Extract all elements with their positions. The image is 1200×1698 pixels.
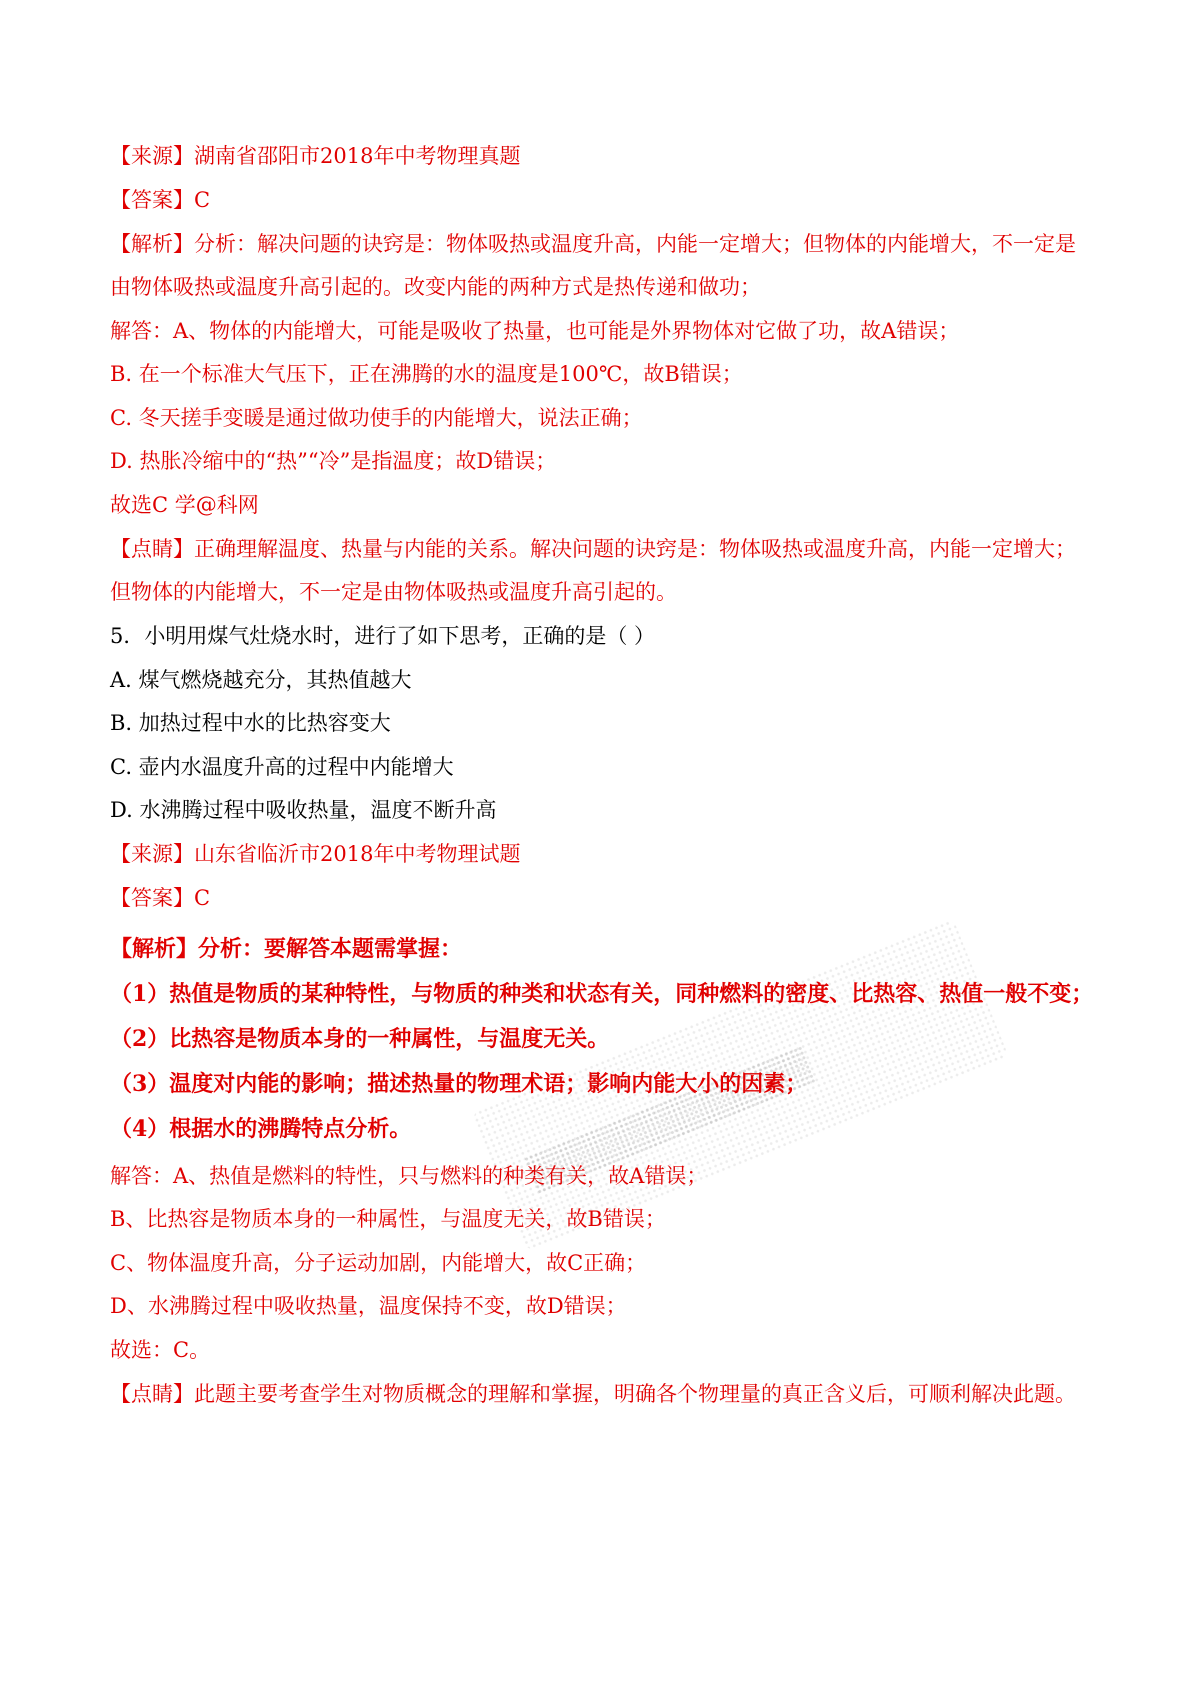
q5-solution-c: C、物体温度升高，分子运动加剧，内能增大，故C正确；	[110, 1251, 647, 1275]
q4-analysis-line2: 由物体吸热或温度升高引起的。改变内能的两种方式是热传递和做功；	[110, 275, 761, 299]
q4-solution-b: B. 在一个标准大气压下，正在沸腾的水的温度是100℃，故B错误；	[110, 362, 743, 386]
q4-answer: 【答案】C	[110, 188, 211, 212]
q4-solution-c: C. 冬天搓手变暖是通过做功使手的内能增大，说法正确；	[110, 406, 643, 430]
q5-solution-b: B、比热容是物质本身的一种属性，与温度无关，故B错误；	[110, 1207, 666, 1231]
q5-option-a: A. 煤气燃烧越充分，其热值越大	[110, 668, 412, 692]
q5-choice: 故选：C。	[110, 1338, 211, 1362]
q4-source: 【来源】湖南省邵阳市2018年中考物理真题	[110, 144, 521, 168]
q5-stem: 5．小明用煤气灶烧水时，进行了如下思考，正确的是（ ）	[110, 624, 656, 648]
q5-solution-a: 解答：A、热值是燃料的特性，只与燃料的种类有关，故A错误；	[110, 1164, 708, 1188]
q5-answer: 【答案】C	[110, 886, 211, 910]
q4-solution-d: D. 热胀冷缩中的“热”“冷”是指温度；故D错误；	[110, 449, 557, 473]
q4-comment-line2: 但物体的内能增大，不一定是由物体吸热或温度升高引起的。	[110, 580, 677, 604]
q5-comment: 【点睛】此题主要考查学生对物质概念的理解和掌握，明确各个物理量的真正含义后，可顺利解决此题。	[110, 1382, 1076, 1406]
q4-comment-line1: 【点睛】正确理解温度、热量与内能的关系。解决问题的诀窍是：物体吸热或温度升高，内能一定增大；	[110, 537, 1076, 561]
q5-solution-d: D、水沸腾过程中吸收热量，温度保持不变，故D错误；	[110, 1294, 627, 1318]
q5-point-4: （4）根据水的沸腾特点分析。	[110, 1116, 412, 1142]
q5-point-2: （2）比热容是物质本身的一种属性，与温度无关。	[110, 1026, 610, 1052]
q5-analysis-head: 【解析】分析：要解答本题需掌握：	[110, 936, 463, 962]
q5-point-1: （1）热值是物质的某种特性，与物质的种类和状态有关，同种燃料的密度、比热容、热值一般不变；	[110, 981, 1094, 1007]
q5-option-c: C. 壶内水温度升高的过程中内能增大	[110, 755, 454, 779]
q4-solution-a: 解答：A、物体的内能增大，可能是吸收了热量，也可能是外界物体对它做了功，故A错误；	[110, 319, 960, 343]
q4-choice: 故选C 学@科网	[110, 493, 259, 517]
q5-point-3: （3）温度对内能的影响；描述热量的物理术语；影响内能大小的因素；	[110, 1071, 808, 1097]
q5-source: 【来源】山东省临沂市2018年中考物理试题	[110, 842, 521, 866]
q5-option-d: D. 水沸腾过程中吸收热量，温度不断升高	[110, 798, 497, 822]
q4-analysis-line1: 【解析】分析：解决问题的诀窍是：物体吸热或温度升高，内能一定增大；但物体的内能增大，不一定是	[110, 232, 1076, 256]
q5-option-b: B. 加热过程中水的比热容变大	[110, 711, 391, 735]
